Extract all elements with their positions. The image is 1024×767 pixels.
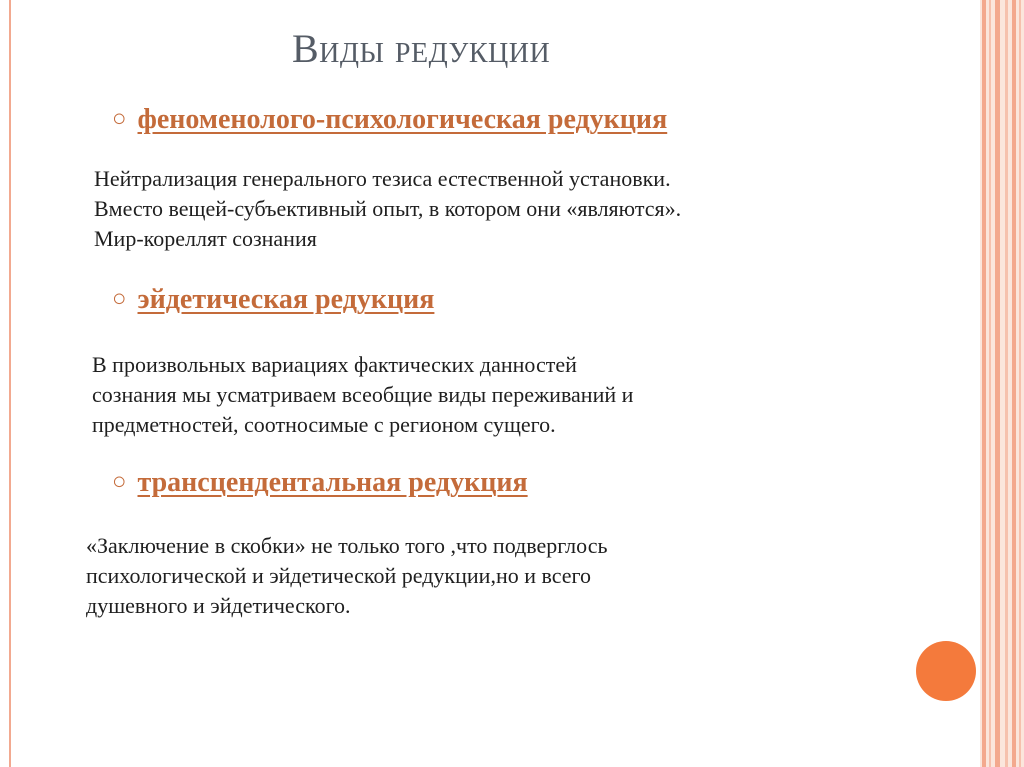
circle-bullet-icon: ○ (112, 106, 127, 132)
body-line: Нейтрализация генерального тезиса естественной установки. (94, 166, 671, 191)
body-line: сознания мы усматриваем всеобщие виды переживаний и (92, 382, 634, 407)
section-heading-text: эйдетическая редукция (137, 284, 435, 315)
section-heading-phenomenological (112, 104, 667, 136)
slide-title (292, 25, 732, 72)
circle-bullet-icon: ○ (112, 469, 127, 495)
circle-bullet-icon: ○ (112, 286, 127, 312)
stripe (982, 0, 986, 767)
section-heading-text: феноменолого-психологическая редукция (137, 104, 668, 135)
orange-circle-decoration (916, 641, 976, 701)
section-body-phenomenological (94, 164, 681, 254)
slide-title-text: Виды редукции (292, 26, 551, 71)
stripe (1012, 0, 1016, 767)
stripe (1005, 0, 1008, 767)
stripe (995, 0, 1000, 767)
section-heading-eidetic (112, 284, 434, 316)
body-line: «Заключение в скобки» не только того ,что подверглось (86, 533, 608, 558)
section-heading-text: трансцендентальная редукция (137, 467, 528, 498)
body-line: предметностей, соотносимые с регионом сущего. (92, 412, 556, 437)
body-line: Вместо вещей-субъективный опыт, в котором они «являются». (94, 196, 682, 221)
section-heading-transcendental (112, 467, 528, 499)
left-decorative-line (9, 0, 11, 767)
section-body-eidetic (92, 350, 633, 440)
right-decorative-stripes (980, 0, 1024, 767)
section-body-transcendental (86, 531, 608, 621)
stripe (1019, 0, 1021, 767)
body-line: Мир-кореллят сознания (94, 226, 317, 251)
stripe (989, 0, 991, 767)
body-line: В произвольных вариациях фактических данностей (92, 352, 577, 377)
body-line: душевного и эйдетического. (86, 593, 351, 618)
body-line: психологической и эйдетической редукции,но и всего (86, 563, 592, 588)
